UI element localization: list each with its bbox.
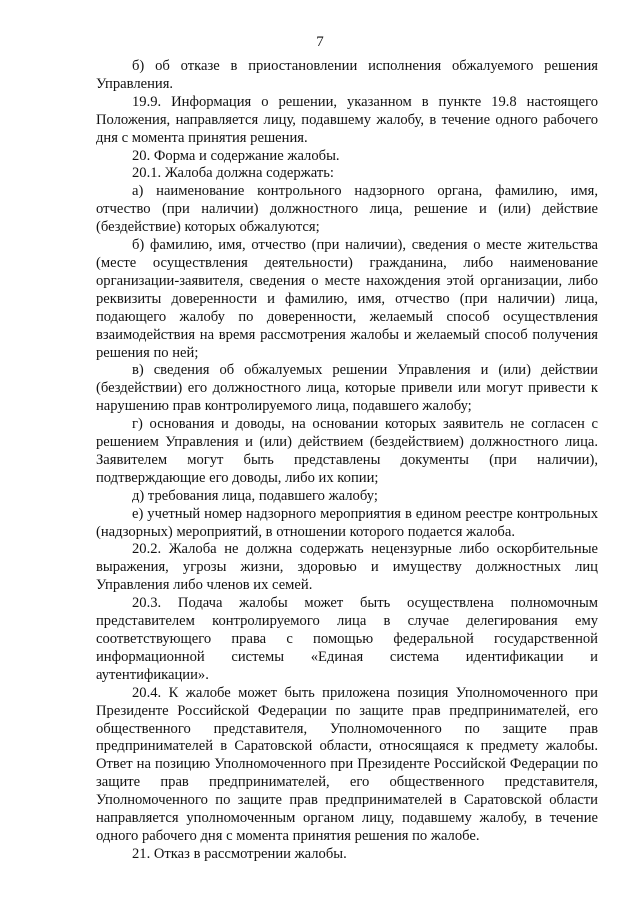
paragraph-3: 20. Форма и содержание жалобы. [132,147,340,164]
paragraph-1: б) об отказе в приостановлении исполнения обжалуемого решения Управления. [96,58,598,92]
paragraph-12: 20.3. Подача жалобы может быть осуществлена полномочным представителем контролируемого лица в случае делегирования ему соответствующего права с помощью федеральной государственной информационной системы «Единая система идентификации и аутентификации». [96,595,598,683]
document-body [96,58,598,864]
paragraph-4: 20.1. Жалоба должна содержать: [132,165,334,182]
page-number: 7 [316,34,324,50]
paragraph-10: е) учетный номер надзорного мероприятия в едином реестре контрольных (надзорных) мероприятий, в отношении которого подается жалоба. [96,505,598,540]
paragraph-11: 20.2. Жалоба не должна содержать нецензурные либо оскорбительные выражения, угрозы жизни, здоровью и имуществу должностных лиц Управления либо членов их семей. [96,541,598,594]
paragraph-2: 19.9. Информация о решении, указанном в пункте 19.8 настоящего Положения, направляется лицу, подавшему жалобу, в течение одного рабочего дня с момента принятия решения. [96,93,598,146]
paragraph-8: г) основания и доводы, на основании которых заявитель не согласен с решением Управления и (или) действием (бездействием) должностного лица. Заявителем могут быть представлены документы (при наличии), подтверждающие его доводы, либо их копии; [96,416,598,486]
paragraph-13: 20.4. К жалобе может быть приложена позиция Уполномоченного при Президенте Российской Федерации по защите прав предпринимателей, его общественного представителя, Уполномоченного по защите прав предпринимателей в Саратовской области, относящаяся к предмету жалобы. Ответ на позицию Уполномоченного при Президенте Российской Федерации по защите прав предпринимателей, его общественного представителя, Уполномоченного по защите прав предпринимателей в Саратовской области направляется уполномоченным органом лицу, подавшему жалобу, в течение одного рабочего дня с момента принятия решения по жалобе. [96,684,598,844]
paragraph-7: в) сведения об обжалуемых решении Управления и (или) действии (бездействии) его должностного лица, которые привели или могут привести к нарушению прав контролируемого лица, подавшего жалобу; [96,362,598,415]
paragraph-14: 21. Отказ в рассмотрении жалобы. [132,845,347,862]
paragraph-6: б) фамилию, имя, отчество (при наличии), сведения о месте жительства (месте осуществления деятельности) гражданина, либо наименование организации-заявителя, сведения о месте нахождения этой организации, либо реквизиты доверенности и фамилию, имя, отчество (при наличии) лица, подающего жалобу по доверенности, желаемый способ осуществления взаимодействия на время рассмотрения жалобы и желаемый способ получения решения по ней; [96,237,598,361]
paragraph-5: а) наименование контрольного надзорного органа, фамилию, имя, отчество (при наличии) должностного лица, решение и (или) действие (бездействие) которых обжалуются; [96,183,598,236]
paragraph-9: д) требования лица, подавшего жалобу; [132,487,378,504]
